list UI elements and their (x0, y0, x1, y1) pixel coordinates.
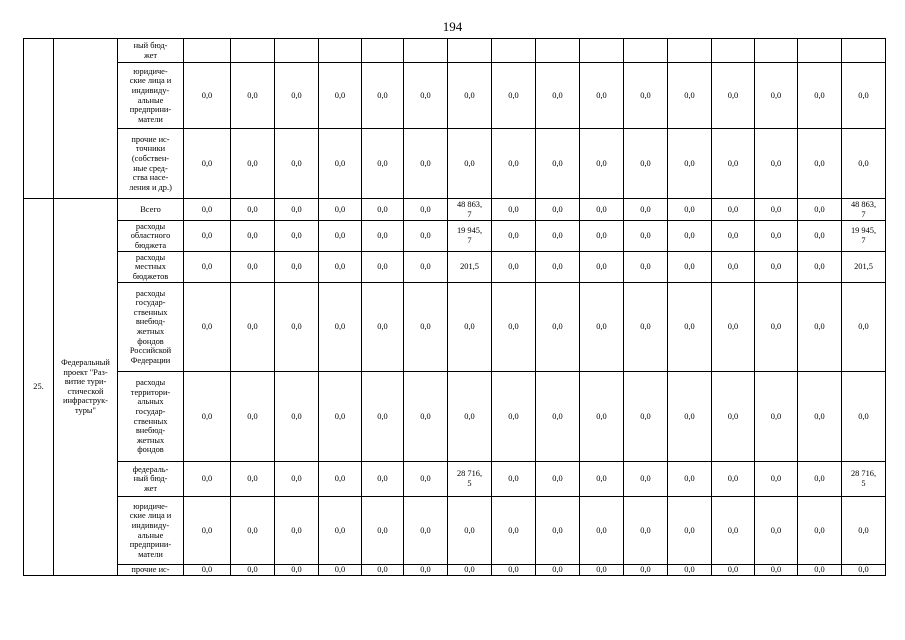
value-cell (536, 39, 580, 63)
value-cell: 0,0 (712, 221, 755, 252)
value-cell: 0,0 (184, 565, 231, 576)
value-cell: 0,0 (184, 129, 231, 199)
table-row (24, 129, 886, 199)
value-cell: 0,0 (231, 199, 275, 221)
table-row (24, 199, 886, 221)
value-cell: 0,0 (362, 129, 404, 199)
value-cell: 0,0 (492, 497, 536, 565)
value-cell: 0,0 (580, 283, 624, 372)
value-cell: 0,0 (404, 565, 448, 576)
value-cell: 0,0 (404, 497, 448, 565)
value-cell: 0,0 (755, 199, 798, 221)
value-cell: 0,0 (755, 372, 798, 462)
value-cell: 0,0 (448, 283, 492, 372)
value-cell: 0,0 (362, 221, 404, 252)
value-cell: 0,0 (362, 497, 404, 565)
value-cell: 0,0 (492, 63, 536, 129)
value-cell: 0,0 (184, 283, 231, 372)
value-cell: 0,0 (275, 372, 319, 462)
funding-source-cell: прочие ис- точники (собствен- ные сред- ства насе- ления и др.) (118, 129, 184, 199)
value-cell: 0,0 (275, 252, 319, 283)
value-cell (184, 39, 231, 63)
value-cell: 201,5 (842, 252, 886, 283)
value-cell: 48 863, 7 (448, 199, 492, 221)
value-cell: 0,0 (580, 462, 624, 497)
funding-source-cell: расходы территори- альных государ- ственных внебюд- жетных фондов (118, 372, 184, 462)
value-cell: 0,0 (580, 221, 624, 252)
value-cell: 0,0 (798, 199, 842, 221)
project-name-cell (54, 39, 118, 199)
value-cell: 0,0 (624, 283, 668, 372)
value-cell: 0,0 (580, 565, 624, 576)
value-cell: 0,0 (536, 565, 580, 576)
value-cell (712, 39, 755, 63)
funding-source-cell: федераль- ный бюд- жет (118, 462, 184, 497)
value-cell: 0,0 (798, 129, 842, 199)
value-cell: 0,0 (755, 129, 798, 199)
value-cell: 0,0 (842, 372, 886, 462)
value-cell: 0,0 (580, 199, 624, 221)
value-cell: 0,0 (624, 63, 668, 129)
value-cell: 0,0 (184, 199, 231, 221)
value-cell: 0,0 (536, 497, 580, 565)
value-cell (362, 39, 404, 63)
budget-table (23, 38, 886, 576)
value-cell: 0,0 (492, 129, 536, 199)
value-cell: 0,0 (668, 462, 712, 497)
value-cell: 0,0 (712, 283, 755, 372)
value-cell: 0,0 (624, 372, 668, 462)
value-cell: 0,0 (536, 63, 580, 129)
value-cell: 0,0 (275, 63, 319, 129)
table-row (24, 497, 886, 565)
value-cell: 0,0 (275, 565, 319, 576)
value-cell: 0,0 (755, 497, 798, 565)
value-cell: 19 945, 7 (842, 221, 886, 252)
value-cell: 0,0 (448, 372, 492, 462)
value-cell: 0,0 (275, 283, 319, 372)
value-cell: 0,0 (798, 221, 842, 252)
value-cell: 0,0 (842, 63, 886, 129)
value-cell: 0,0 (231, 372, 275, 462)
item-number-cell (24, 39, 54, 199)
value-cell: 0,0 (842, 129, 886, 199)
funding-source-cell: юридиче- ские лица и индивиду- альные предприни- матели (118, 63, 184, 129)
value-cell: 0,0 (536, 283, 580, 372)
value-cell: 0,0 (362, 283, 404, 372)
value-cell: 0,0 (319, 565, 362, 576)
value-cell: 0,0 (275, 221, 319, 252)
value-cell: 19 945, 7 (448, 221, 492, 252)
value-cell: 0,0 (668, 497, 712, 565)
value-cell: 0,0 (798, 283, 842, 372)
value-cell: 0,0 (448, 63, 492, 129)
value-cell: 0,0 (184, 252, 231, 283)
value-cell: 0,0 (798, 252, 842, 283)
value-cell (755, 39, 798, 63)
project-name-cell: Федеральный проект "Раз- витие тури- стической инфраструк- туры" (54, 199, 118, 576)
value-cell: 0,0 (404, 221, 448, 252)
value-cell (448, 39, 492, 63)
table-row (24, 283, 886, 372)
value-cell: 0,0 (798, 372, 842, 462)
value-cell: 0,0 (319, 252, 362, 283)
value-cell: 0,0 (492, 199, 536, 221)
funding-source-cell: юридиче- ские лица и индивиду- альные предприни- матели (118, 497, 184, 565)
value-cell (798, 39, 842, 63)
value-cell: 0,0 (319, 462, 362, 497)
value-cell: 0,0 (404, 63, 448, 129)
value-cell: 0,0 (404, 129, 448, 199)
value-cell: 0,0 (755, 252, 798, 283)
funding-source-cell: расходы областного бюджета (118, 221, 184, 252)
value-cell: 0,0 (712, 462, 755, 497)
value-cell: 0,0 (319, 372, 362, 462)
table-row (24, 565, 886, 576)
value-cell: 48 863, 7 (842, 199, 886, 221)
value-cell: 0,0 (448, 497, 492, 565)
value-cell: 0,0 (362, 372, 404, 462)
value-cell: 0,0 (798, 462, 842, 497)
value-cell: 0,0 (275, 462, 319, 497)
value-cell: 0,0 (319, 129, 362, 199)
value-cell: 0,0 (362, 199, 404, 221)
value-cell: 0,0 (362, 462, 404, 497)
value-cell: 28 716, 5 (448, 462, 492, 497)
value-cell: 0,0 (362, 252, 404, 283)
value-cell: 0,0 (624, 462, 668, 497)
value-cell: 0,0 (231, 283, 275, 372)
value-cell: 0,0 (404, 199, 448, 221)
value-cell: 0,0 (275, 199, 319, 221)
value-cell: 0,0 (275, 497, 319, 565)
value-cell: 0,0 (184, 63, 231, 129)
value-cell: 0,0 (624, 199, 668, 221)
table-row (24, 462, 886, 497)
value-cell: 0,0 (842, 283, 886, 372)
value-cell: 0,0 (231, 252, 275, 283)
value-cell: 0,0 (231, 63, 275, 129)
value-cell (624, 39, 668, 63)
value-cell: 0,0 (492, 372, 536, 462)
funding-source-cell: Всего (118, 199, 184, 221)
value-cell: 0,0 (668, 283, 712, 372)
value-cell: 201,5 (448, 252, 492, 283)
value-cell: 0,0 (624, 129, 668, 199)
value-cell: 0,0 (536, 221, 580, 252)
value-cell: 0,0 (404, 462, 448, 497)
value-cell (492, 39, 536, 63)
value-cell: 0,0 (536, 199, 580, 221)
value-cell: 0,0 (755, 221, 798, 252)
value-cell: 0,0 (668, 129, 712, 199)
value-cell: 0,0 (798, 565, 842, 576)
value-cell: 0,0 (319, 283, 362, 372)
value-cell (580, 39, 624, 63)
value-cell: 0,0 (184, 221, 231, 252)
value-cell: 0,0 (448, 565, 492, 576)
value-cell: 0,0 (624, 221, 668, 252)
value-cell: 0,0 (798, 497, 842, 565)
table-row (24, 63, 886, 129)
value-cell: 0,0 (362, 63, 404, 129)
value-cell: 0,0 (580, 129, 624, 199)
value-cell: 0,0 (668, 372, 712, 462)
value-cell: 0,0 (492, 221, 536, 252)
value-cell: 0,0 (184, 462, 231, 497)
value-cell: 0,0 (536, 372, 580, 462)
value-cell: 0,0 (231, 462, 275, 497)
value-cell: 0,0 (668, 221, 712, 252)
value-cell: 0,0 (580, 252, 624, 283)
value-cell: 0,0 (536, 129, 580, 199)
value-cell: 0,0 (755, 565, 798, 576)
budget-table-body (24, 39, 886, 576)
value-cell: 0,0 (231, 565, 275, 576)
value-cell: 0,0 (624, 497, 668, 565)
value-cell: 0,0 (668, 199, 712, 221)
funding-source-cell: прочие ис- (118, 565, 184, 576)
value-cell: 0,0 (362, 565, 404, 576)
table-row (24, 372, 886, 462)
value-cell: 0,0 (668, 63, 712, 129)
item-number-cell: 25. (24, 199, 54, 576)
page-number: 194 (442, 19, 463, 34)
value-cell: 0,0 (231, 129, 275, 199)
value-cell: 0,0 (580, 497, 624, 565)
value-cell: 0,0 (319, 199, 362, 221)
value-cell (275, 39, 319, 63)
value-cell: 0,0 (580, 372, 624, 462)
value-cell: 0,0 (712, 129, 755, 199)
value-cell: 0,0 (404, 283, 448, 372)
value-cell: 0,0 (536, 252, 580, 283)
table-row (24, 252, 886, 283)
value-cell: 0,0 (712, 199, 755, 221)
value-cell: 0,0 (712, 497, 755, 565)
value-cell: 0,0 (319, 221, 362, 252)
table-row (24, 39, 886, 63)
value-cell: 0,0 (404, 252, 448, 283)
value-cell: 0,0 (798, 63, 842, 129)
value-cell: 0,0 (404, 372, 448, 462)
funding-source-cell: расходы местных бюджетов (118, 252, 184, 283)
value-cell: 0,0 (319, 63, 362, 129)
value-cell: 0,0 (624, 252, 668, 283)
value-cell: 0,0 (624, 565, 668, 576)
value-cell: 0,0 (275, 129, 319, 199)
value-cell (231, 39, 275, 63)
value-cell (842, 39, 886, 63)
funding-source-cell: расходы государ- ственных внебюд- жетных фондов Российской Федерации (118, 283, 184, 372)
value-cell: 0,0 (668, 565, 712, 576)
value-cell: 0,0 (755, 283, 798, 372)
value-cell: 0,0 (712, 565, 755, 576)
value-cell: 0,0 (184, 372, 231, 462)
table-row (24, 221, 886, 252)
value-cell: 0,0 (231, 221, 275, 252)
value-cell: 28 716, 5 (842, 462, 886, 497)
value-cell: 0,0 (492, 252, 536, 283)
value-cell: 0,0 (842, 565, 886, 576)
value-cell: 0,0 (448, 129, 492, 199)
value-cell: 0,0 (492, 462, 536, 497)
value-cell: 0,0 (184, 497, 231, 565)
value-cell: 0,0 (231, 497, 275, 565)
value-cell: 0,0 (712, 372, 755, 462)
value-cell (319, 39, 362, 63)
value-cell: 0,0 (842, 497, 886, 565)
value-cell: 0,0 (712, 63, 755, 129)
value-cell: 0,0 (319, 497, 362, 565)
value-cell: 0,0 (755, 462, 798, 497)
value-cell: 0,0 (492, 283, 536, 372)
value-cell: 0,0 (668, 252, 712, 283)
value-cell (668, 39, 712, 63)
funding-source-cell: ный бюд- жет (118, 39, 184, 63)
value-cell: 0,0 (755, 63, 798, 129)
value-cell: 0,0 (536, 462, 580, 497)
value-cell: 0,0 (580, 63, 624, 129)
value-cell: 0,0 (712, 252, 755, 283)
value-cell (404, 39, 448, 63)
value-cell: 0,0 (492, 565, 536, 576)
